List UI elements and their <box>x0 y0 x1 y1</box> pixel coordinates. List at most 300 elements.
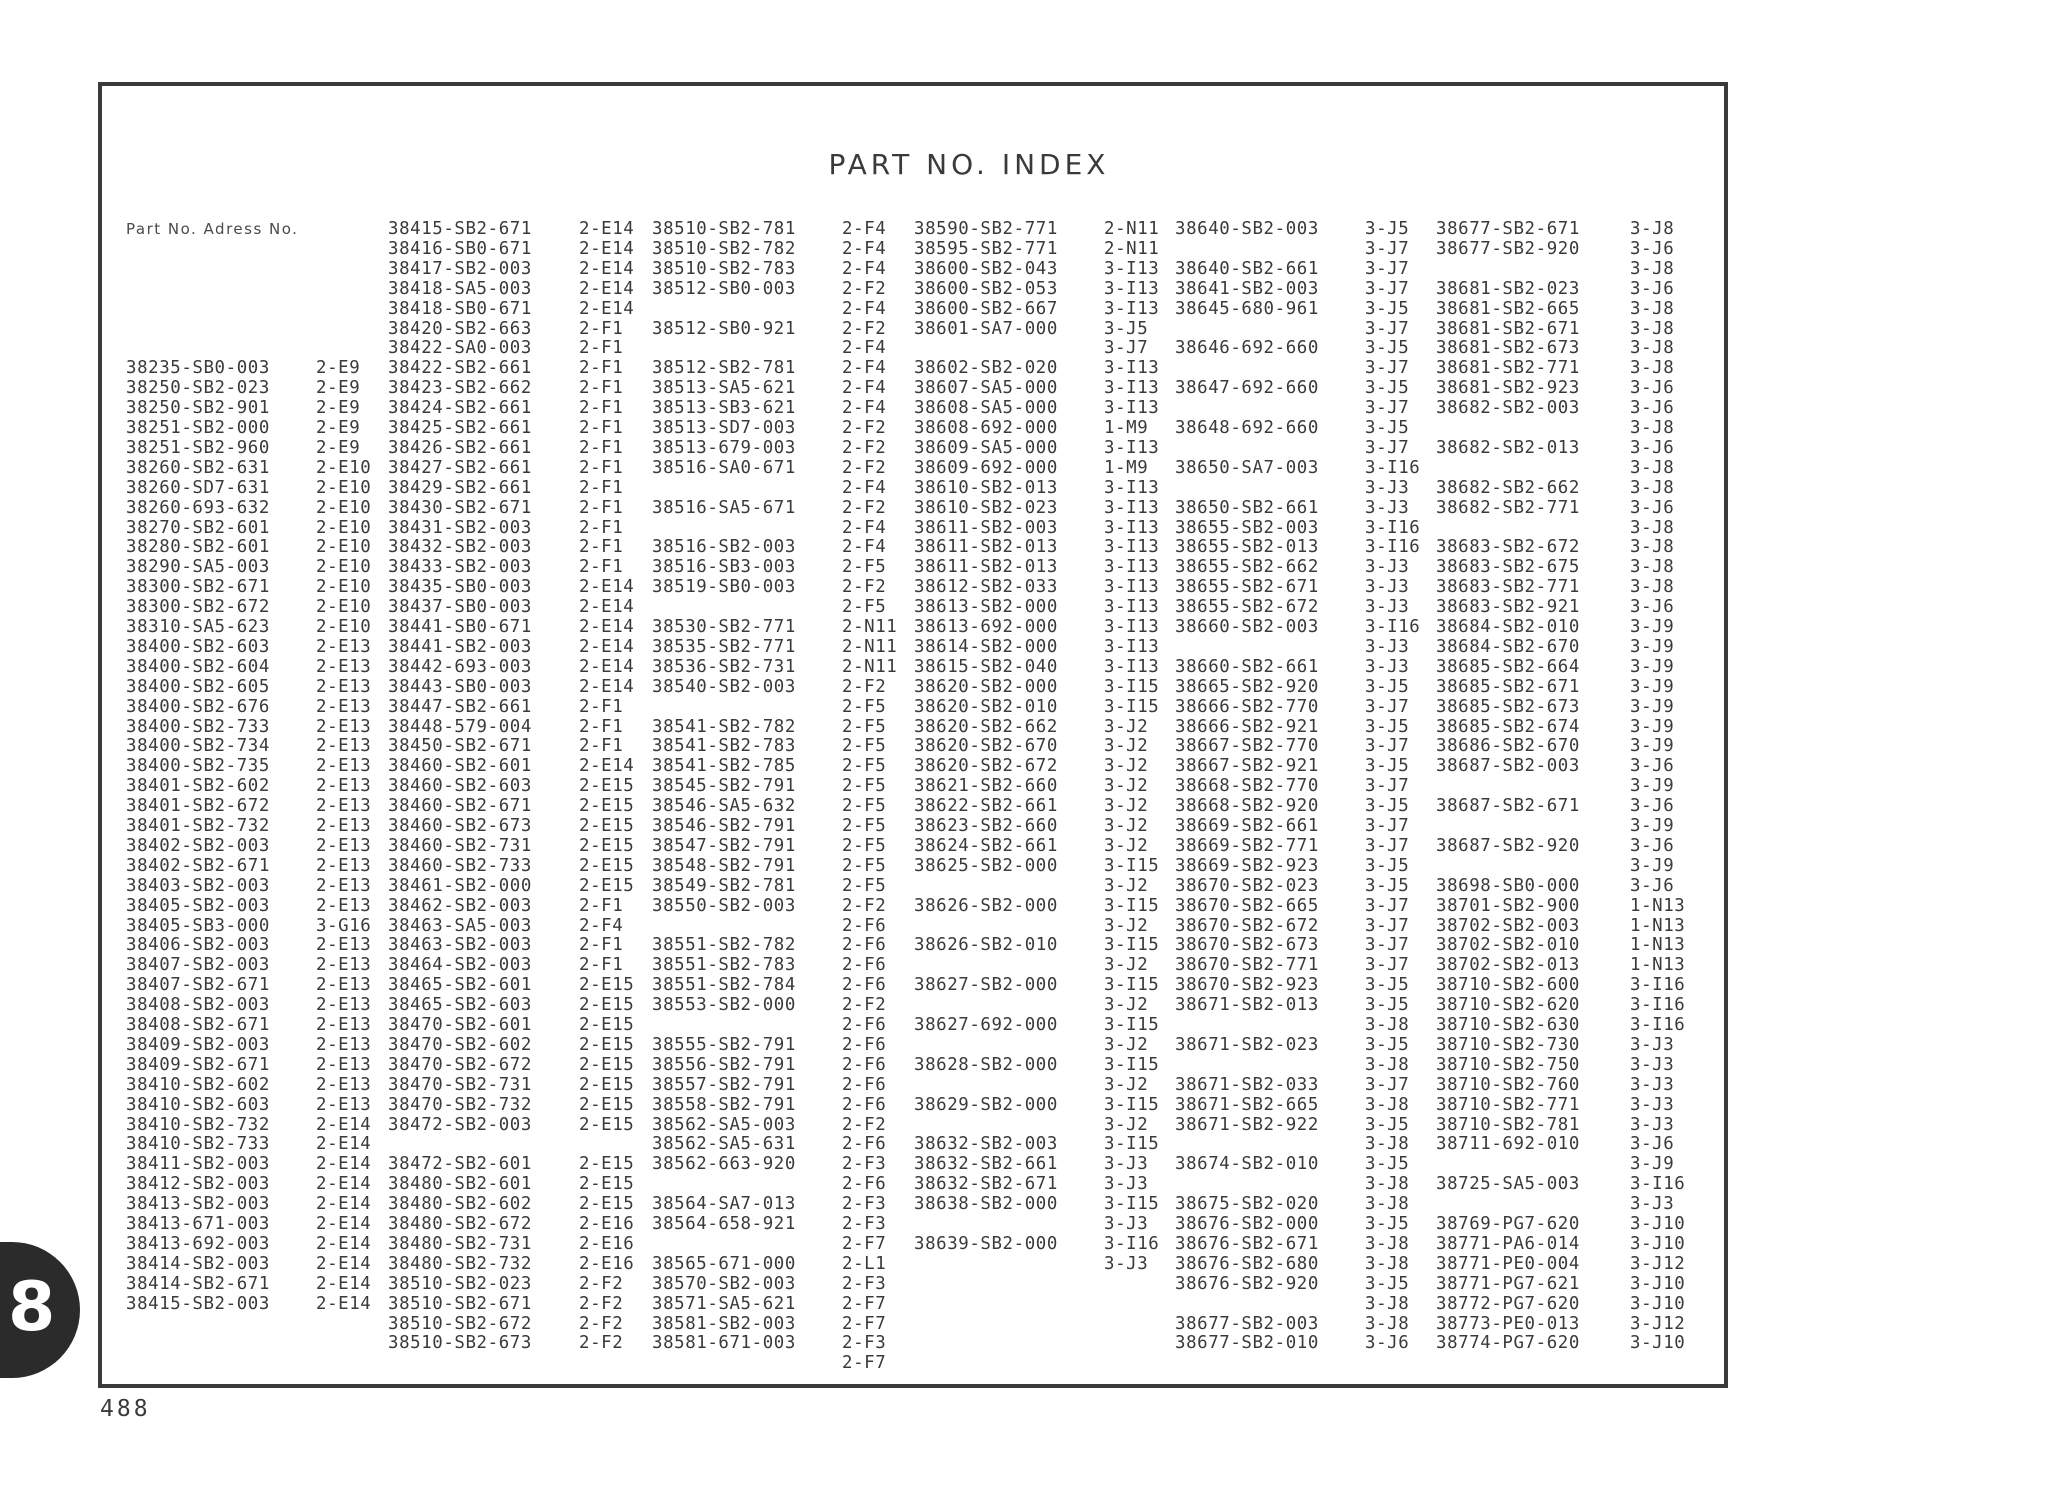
address-number: 3-J2 <box>1104 1034 1149 1055</box>
address-number: 2-E14 <box>316 1214 372 1234</box>
address-number: 2-E15 <box>579 1074 635 1095</box>
address-number: 2-E13 <box>316 796 372 817</box>
address-number: 2-F1 <box>579 358 624 379</box>
part-number: 38401-SB2-602 <box>126 776 270 797</box>
address-number: 2-F4 <box>842 338 887 359</box>
address-number: 2-E14 <box>316 1134 372 1155</box>
part-number: 38564-SA7-013 <box>652 1194 796 1215</box>
part-number: 38682-SB2-013 <box>1436 437 1580 458</box>
address-number: 3-J3 <box>1365 577 1410 598</box>
part-number: 38407-SB2-671 <box>126 975 270 996</box>
address-number: 3-J7 <box>1365 238 1410 259</box>
part-number: 38415-SB2-003 <box>126 1293 270 1314</box>
address-number: 2-E13 <box>316 716 372 737</box>
address-number: 3-J7 <box>1365 696 1410 717</box>
part-number: 38625-SB2-000 <box>914 855 1058 876</box>
address-number: 3-J5 <box>1365 975 1410 996</box>
address-number: 3-J8 <box>1365 1054 1410 1075</box>
address-number: 3-J9 <box>1630 716 1675 737</box>
address-number: 3-I13 <box>1104 378 1160 399</box>
address-number: 2-E13 <box>316 776 372 797</box>
address-number: 1-N13 <box>1630 915 1686 936</box>
part-number: 38668-SB2-920 <box>1175 796 1319 817</box>
part-number: 38681-SB2-673 <box>1436 338 1580 359</box>
address-number: 3-J2 <box>1104 1114 1149 1135</box>
address-number: 3-I15 <box>1104 1194 1160 1215</box>
address-number: 3-J9 <box>1630 855 1675 876</box>
address-number: 3-J12 <box>1630 1253 1686 1274</box>
part-number: 38553-SB2-000 <box>652 995 796 1016</box>
address-number: 3-J3 <box>1104 1253 1149 1274</box>
address-number: 2-F4 <box>842 378 887 399</box>
part-number: 38516-SA0-671 <box>652 457 796 478</box>
part-number: 38460-SB2-671 <box>388 796 532 817</box>
part-number: 38610-SB2-023 <box>914 497 1058 518</box>
part-number: 38541-SB2-785 <box>652 756 796 777</box>
part-number: 38510-SB2-672 <box>388 1313 532 1334</box>
address-number: 2-F1 <box>579 736 624 757</box>
address-number: 3-J8 <box>1365 1313 1410 1334</box>
part-number: 38441-SB2-003 <box>388 636 532 657</box>
part-number: 38413-671-003 <box>126 1214 270 1234</box>
address-number: 2-E14 <box>316 1253 372 1274</box>
address-number: 2-E9 <box>316 418 361 438</box>
part-number: 38406-SB2-003 <box>126 935 270 956</box>
address-number: 3-I15 <box>1104 935 1160 956</box>
part-number: 38614-SB2-000 <box>914 636 1058 657</box>
address-number: 2-F3 <box>842 1333 887 1354</box>
part-number: 38595-SB2-771 <box>914 238 1058 259</box>
part-number: 38251-SB2-960 <box>126 437 270 458</box>
part-number: 38613-692-000 <box>914 617 1058 637</box>
address-number: 2-E10 <box>316 617 372 637</box>
address-number: 3-I16 <box>1630 975 1686 996</box>
part-number: 38447-SB2-661 <box>388 696 532 717</box>
address-number: 2-E10 <box>316 477 372 498</box>
address-number: 3-J5 <box>1365 676 1410 697</box>
part-number: 38423-SB2-662 <box>388 378 532 399</box>
address-number: 3-J2 <box>1104 796 1149 817</box>
part-number: 38660-SB2-661 <box>1175 656 1319 677</box>
address-number: 2-E10 <box>316 557 372 578</box>
address-number: 3-J6 <box>1630 497 1675 518</box>
part-number: 38512-SB0-003 <box>652 278 796 299</box>
address-number: 3-J8 <box>1630 537 1675 558</box>
part-number: 38470-SB2-731 <box>388 1074 532 1095</box>
address-number: 3-J3 <box>1630 1194 1675 1215</box>
address-number: 3-J10 <box>1630 1273 1686 1294</box>
part-number: 38442-693-003 <box>388 656 532 677</box>
part-number: 38647-692-660 <box>1175 378 1319 399</box>
address-number: 3-J5 <box>1104 318 1149 339</box>
address-number: 3-I13 <box>1104 298 1160 319</box>
part-number: 38556-SB2-791 <box>652 1054 796 1075</box>
address-number: 2-E14 <box>579 597 635 618</box>
address-number: 2-E15 <box>579 1114 635 1135</box>
column-header: Part No. Adress No. <box>126 220 299 238</box>
address-number: 3-J8 <box>1365 1293 1410 1314</box>
address-number: 2-F6 <box>842 1174 887 1195</box>
part-number: 38710-SB2-781 <box>1436 1114 1580 1135</box>
address-number: 3-J7 <box>1365 437 1410 458</box>
address-number: 2-E15 <box>579 995 635 1016</box>
address-number: 2-E13 <box>316 895 372 916</box>
part-number: 38600-SB2-053 <box>914 278 1058 299</box>
part-number: 38427-SB2-661 <box>388 457 532 478</box>
address-number: 2-E14 <box>316 1233 372 1254</box>
part-number: 38773-PE0-013 <box>1436 1313 1580 1334</box>
part-number: 38519-SB0-003 <box>652 577 796 598</box>
part-number: 38682-SB2-662 <box>1436 477 1580 498</box>
address-number: 3-J2 <box>1104 816 1149 836</box>
address-number: 2-E13 <box>316 955 372 976</box>
part-number: 38685-SB2-671 <box>1436 676 1580 697</box>
address-number: 3-I16 <box>1365 617 1421 637</box>
part-number: 38480-SB2-732 <box>388 1253 532 1274</box>
part-number: 38698-SB0-000 <box>1436 875 1580 896</box>
address-number: 3-J6 <box>1365 1333 1410 1354</box>
address-number: 2-F6 <box>842 1074 887 1095</box>
address-number: 3-J5 <box>1365 995 1410 1016</box>
address-number: 3-J2 <box>1104 1074 1149 1095</box>
address-number: 2-F3 <box>842 1214 887 1234</box>
address-number: 2-E13 <box>316 975 372 996</box>
part-number: 38549-SB2-781 <box>652 875 796 896</box>
address-number: 2-E14 <box>579 676 635 697</box>
part-number: 38671-SB2-023 <box>1175 1034 1319 1055</box>
part-number: 38620-SB2-670 <box>914 736 1058 757</box>
address-number: 3-J5 <box>1365 219 1410 239</box>
part-number: 38435-SB0-003 <box>388 577 532 598</box>
address-number: 2-F6 <box>842 915 887 936</box>
part-number: 38676-SB2-671 <box>1175 1233 1319 1254</box>
part-number: 38551-SB2-782 <box>652 935 796 956</box>
address-number: 3-J8 <box>1365 1134 1410 1155</box>
address-number: 3-J6 <box>1630 238 1675 259</box>
address-number: 2-F1 <box>579 935 624 956</box>
address-number: 3-J5 <box>1365 855 1410 876</box>
address-number: 3-J5 <box>1365 875 1410 896</box>
part-number: 38627-SB2-000 <box>914 975 1058 996</box>
address-number: 3-J7 <box>1365 318 1410 339</box>
part-number: 38670-SB2-771 <box>1175 955 1319 976</box>
address-number: 2-F1 <box>579 318 624 339</box>
address-number: 2-E14 <box>316 1273 372 1294</box>
part-number: 38620-SB2-662 <box>914 716 1058 737</box>
address-number: 2-F5 <box>842 776 887 797</box>
address-number: 3-J2 <box>1104 995 1149 1016</box>
address-number: 3-J7 <box>1365 398 1410 419</box>
part-number: 38463-SB2-003 <box>388 935 532 956</box>
address-number: 2-F2 <box>842 497 887 518</box>
address-number: 2-E16 <box>579 1214 635 1234</box>
part-number: 38270-SB2-601 <box>126 517 270 538</box>
address-number: 3-J3 <box>1365 477 1410 498</box>
part-number: 38426-SB2-661 <box>388 437 532 458</box>
address-number: 3-J5 <box>1365 378 1410 399</box>
part-number: 38437-SB0-003 <box>388 597 532 618</box>
part-number: 38300-SB2-671 <box>126 577 270 598</box>
part-number: 38408-SB2-003 <box>126 995 270 1016</box>
part-number: 38684-SB2-010 <box>1436 617 1580 637</box>
address-number: 2-F5 <box>842 796 887 817</box>
part-number: 38513-SA5-621 <box>652 378 796 399</box>
part-number: 38470-SB2-732 <box>388 1094 532 1115</box>
part-number: 38639-SB2-000 <box>914 1233 1058 1254</box>
address-number: 2-E13 <box>316 736 372 757</box>
part-number: 38668-SB2-770 <box>1175 776 1319 797</box>
part-number: 38400-SB2-735 <box>126 756 270 777</box>
address-number: 3-I15 <box>1104 1054 1160 1075</box>
address-number: 2-F1 <box>579 477 624 498</box>
part-number: 38480-SB2-731 <box>388 1233 532 1254</box>
address-number: 2-F2 <box>842 676 887 697</box>
address-number: 3-J5 <box>1365 1154 1410 1175</box>
part-number: 38551-SB2-784 <box>652 975 796 996</box>
part-number: 38685-SB2-674 <box>1436 716 1580 737</box>
address-number: 2-E14 <box>579 258 635 279</box>
part-number: 38400-SB2-603 <box>126 636 270 657</box>
part-number: 38627-692-000 <box>914 1015 1058 1035</box>
part-number: 38669-SB2-923 <box>1175 855 1319 876</box>
part-number: 38441-SB0-671 <box>388 617 532 637</box>
address-number: 2-E10 <box>316 517 372 538</box>
page-title: PART NO. INDEX <box>828 148 1110 181</box>
address-number: 3-J2 <box>1104 915 1149 936</box>
address-number: 2-E13 <box>316 875 372 896</box>
part-number: 38260-SB2-631 <box>126 457 270 478</box>
address-number: 2-E15 <box>579 1015 635 1035</box>
address-number: 3-I15 <box>1104 696 1160 717</box>
address-number: 2-F1 <box>579 457 624 478</box>
part-number: 38666-SB2-770 <box>1175 696 1319 717</box>
address-number: 2-E13 <box>316 756 372 777</box>
address-number: 2-F2 <box>579 1293 624 1314</box>
address-number: 3-I16 <box>1630 1015 1686 1035</box>
address-number: 2-F1 <box>579 716 624 737</box>
address-number: 2-E14 <box>316 1194 372 1215</box>
address-number: 3-I15 <box>1104 1094 1160 1115</box>
address-number: 2-F4 <box>842 298 887 319</box>
part-number: 38460-SB2-673 <box>388 816 532 836</box>
part-number: 38510-SB2-781 <box>652 219 796 239</box>
part-number: 38681-SB2-665 <box>1436 298 1580 319</box>
address-number: 2-F4 <box>842 238 887 259</box>
address-number: 3-J6 <box>1630 1134 1675 1155</box>
part-number: 38607-SA5-000 <box>914 378 1058 399</box>
part-number: 38422-SB2-661 <box>388 358 532 379</box>
address-number: 2-E13 <box>316 995 372 1016</box>
address-number: 2-F1 <box>579 696 624 717</box>
part-number: 38414-SB2-003 <box>126 1253 270 1274</box>
part-number: 38626-SB2-000 <box>914 895 1058 916</box>
part-number: 38615-SB2-040 <box>914 656 1058 677</box>
address-number: 3-J3 <box>1365 557 1410 578</box>
part-number: 38602-SB2-020 <box>914 358 1058 379</box>
address-number: 2-F5 <box>842 736 887 757</box>
address-number: 3-J9 <box>1630 736 1675 757</box>
part-number: 38686-SB2-670 <box>1436 736 1580 757</box>
address-number: 2-F2 <box>842 457 887 478</box>
part-number: 38546-SB2-791 <box>652 816 796 836</box>
part-number: 38710-SB2-630 <box>1436 1015 1580 1035</box>
part-number: 38681-SB2-923 <box>1436 378 1580 399</box>
part-number: 38407-SB2-003 <box>126 955 270 976</box>
part-number: 38655-SB2-013 <box>1175 537 1319 558</box>
address-number: 3-J7 <box>1365 358 1410 379</box>
address-number: 3-J7 <box>1365 935 1410 956</box>
address-number: 3-J2 <box>1104 736 1149 757</box>
part-number: 38310-SA5-623 <box>126 617 270 637</box>
part-number: 38465-SB2-603 <box>388 995 532 1016</box>
address-number: 2-F1 <box>579 398 624 419</box>
part-number: 38611-SB2-013 <box>914 557 1058 578</box>
address-number: 3-I13 <box>1104 537 1160 558</box>
address-number: 2-E13 <box>316 1015 372 1035</box>
part-number: 38629-SB2-000 <box>914 1094 1058 1115</box>
address-number: 3-J8 <box>1630 557 1675 578</box>
address-number: 2-F6 <box>842 1054 887 1075</box>
address-number: 2-F1 <box>579 517 624 538</box>
address-number: 2-F4 <box>842 258 887 279</box>
part-number: 38671-SB2-665 <box>1175 1094 1319 1115</box>
part-number: 38420-SB2-663 <box>388 318 532 339</box>
part-number: 38632-SB2-671 <box>914 1174 1058 1195</box>
part-number: 38548-SB2-791 <box>652 855 796 876</box>
part-number: 38676-SB2-920 <box>1175 1273 1319 1294</box>
address-number: 3-I16 <box>1365 517 1421 538</box>
address-number: 3-I13 <box>1104 617 1160 637</box>
part-number: 38600-SB2-667 <box>914 298 1058 319</box>
part-number: 38408-SB2-671 <box>126 1015 270 1035</box>
address-number: 3-J5 <box>1365 418 1410 438</box>
address-number: 3-J2 <box>1104 716 1149 737</box>
address-number: 2-E14 <box>316 1154 372 1175</box>
address-number: 2-E14 <box>579 656 635 677</box>
address-number: 2-E13 <box>316 935 372 956</box>
address-number: 3-J3 <box>1365 597 1410 618</box>
address-number: 2-F5 <box>842 835 887 856</box>
address-number: 3-J9 <box>1630 617 1675 637</box>
part-number: 38620-SB2-010 <box>914 696 1058 717</box>
part-number: 38623-SB2-660 <box>914 816 1058 836</box>
address-number: 3-I15 <box>1104 1134 1160 1155</box>
part-number: 38666-SB2-921 <box>1175 716 1319 737</box>
address-number: 2-F6 <box>842 1094 887 1115</box>
address-number: 2-F3 <box>842 1154 887 1175</box>
address-number: 2-E16 <box>579 1253 635 1274</box>
address-number: 2-F7 <box>842 1293 887 1314</box>
address-number: 3-J8 <box>1365 1015 1410 1035</box>
part-number: 38464-SB2-003 <box>388 955 532 976</box>
part-number: 38480-SB2-601 <box>388 1174 532 1195</box>
address-number: 2-N11 <box>1104 238 1160 259</box>
part-number: 38608-SA5-000 <box>914 398 1058 419</box>
address-number: 3-J2 <box>1104 835 1149 856</box>
address-number: 3-I16 <box>1365 457 1421 478</box>
address-number: 2-F4 <box>842 477 887 498</box>
part-number: 38626-SB2-010 <box>914 935 1058 956</box>
address-number: 3-J12 <box>1630 1313 1686 1334</box>
part-number: 38632-SB2-661 <box>914 1154 1058 1175</box>
part-number: 38769-PG7-620 <box>1436 1214 1580 1234</box>
part-number: 38683-SB2-675 <box>1436 557 1580 578</box>
part-number: 38409-SB2-671 <box>126 1054 270 1075</box>
address-number: 2-E13 <box>316 676 372 697</box>
address-number: 3-J9 <box>1630 776 1675 797</box>
page-number: 488 <box>100 1396 151 1422</box>
address-number: 2-E14 <box>579 238 635 259</box>
part-number: 38461-SB2-000 <box>388 875 532 896</box>
part-number: 38581-671-003 <box>652 1333 796 1354</box>
part-number: 38655-SB2-672 <box>1175 597 1319 618</box>
part-number: 38400-SB2-734 <box>126 736 270 757</box>
part-number: 38622-SB2-661 <box>914 796 1058 817</box>
address-number: 2-N11 <box>842 636 898 657</box>
address-number: 3-J3 <box>1104 1214 1149 1234</box>
part-number: 38546-SA5-632 <box>652 796 796 817</box>
address-number: 2-F1 <box>579 338 624 359</box>
part-number: 38682-SB2-003 <box>1436 398 1580 419</box>
part-number: 38683-SB2-771 <box>1436 577 1580 598</box>
part-number: 38612-SB2-033 <box>914 577 1058 598</box>
part-number: 38555-SB2-791 <box>652 1034 796 1055</box>
part-number: 38410-SB2-733 <box>126 1134 270 1155</box>
address-number: 2-F2 <box>842 437 887 458</box>
part-number: 38628-SB2-000 <box>914 1054 1058 1075</box>
address-number: 2-F5 <box>842 716 887 737</box>
part-number: 38551-SB2-783 <box>652 955 796 976</box>
address-number: 2-F2 <box>842 278 887 299</box>
part-number: 38562-SA5-631 <box>652 1134 796 1155</box>
address-number: 2-F2 <box>579 1273 624 1294</box>
address-number: 2-F1 <box>579 497 624 518</box>
part-number: 38418-SA5-003 <box>388 278 532 299</box>
part-number: 38400-SB2-733 <box>126 716 270 737</box>
part-number: 38674-SB2-010 <box>1175 1154 1319 1175</box>
address-number: 3-J2 <box>1104 756 1149 777</box>
address-number: 2-E14 <box>579 617 635 637</box>
part-number: 38684-SB2-670 <box>1436 636 1580 657</box>
address-number: 1-N13 <box>1630 955 1686 976</box>
part-number: 38645-680-961 <box>1175 298 1319 319</box>
address-number: 2-F7 <box>842 1313 887 1334</box>
part-number: 38251-SB2-000 <box>126 418 270 438</box>
part-number: 38510-SB2-023 <box>388 1273 532 1294</box>
address-number: 2-F4 <box>842 219 887 239</box>
part-number: 38771-PE0-004 <box>1436 1253 1580 1274</box>
part-number: 38613-SB2-000 <box>914 597 1058 618</box>
part-number: 38670-SB2-673 <box>1175 935 1319 956</box>
part-number: 38570-SB2-003 <box>652 1273 796 1294</box>
address-number: 3-J6 <box>1630 398 1675 419</box>
address-number: 3-J5 <box>1365 1034 1410 1055</box>
part-number: 38670-SB2-665 <box>1175 895 1319 916</box>
address-number: 3-J10 <box>1630 1293 1686 1314</box>
address-number: 3-J5 <box>1365 716 1410 737</box>
part-number: 38416-SB0-671 <box>388 238 532 259</box>
address-number: 2-F1 <box>579 537 624 558</box>
address-number: 3-J10 <box>1630 1333 1686 1354</box>
address-number: 3-I13 <box>1104 278 1160 299</box>
address-number: 3-J7 <box>1365 895 1410 916</box>
address-number: 2-F5 <box>842 756 887 777</box>
part-number: 38460-SB2-603 <box>388 776 532 797</box>
part-number: 38600-SB2-043 <box>914 258 1058 279</box>
part-number: 38683-SB2-921 <box>1436 597 1580 618</box>
address-number: 2-N11 <box>1104 219 1160 239</box>
address-number: 3-J7 <box>1365 736 1410 757</box>
